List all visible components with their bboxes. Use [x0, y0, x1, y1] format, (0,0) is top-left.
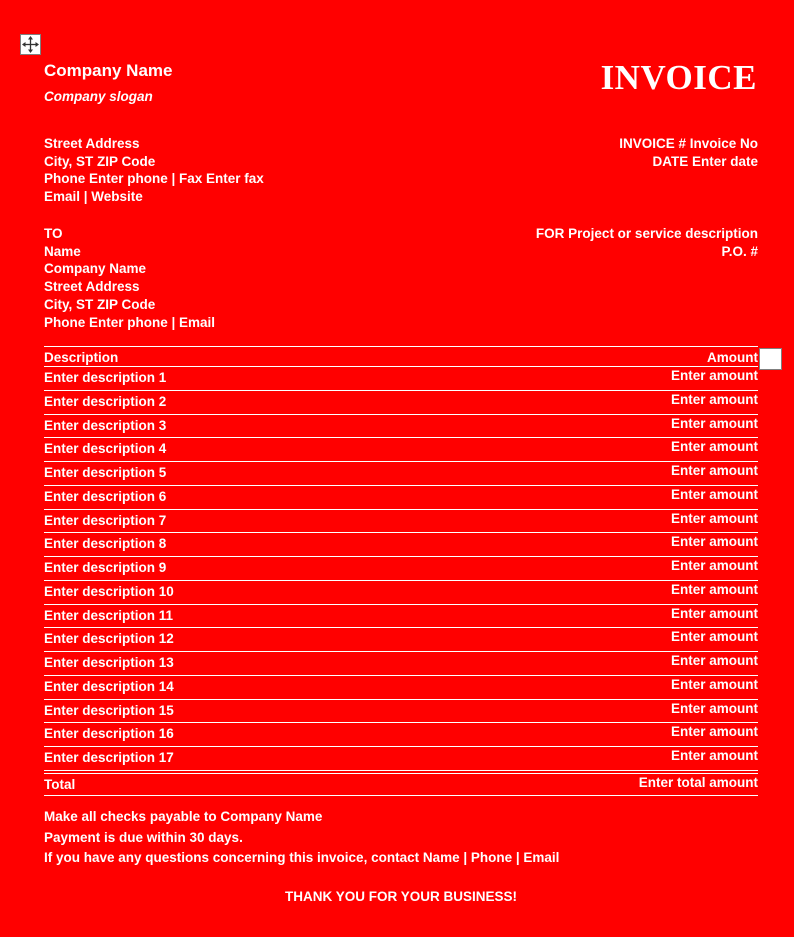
line-items-table: [44, 346, 758, 796]
row-amount[interactable]: Enter amount: [670, 653, 758, 668]
row-amount[interactable]: Enter amount: [670, 463, 758, 478]
table-row: [44, 652, 758, 676]
total-label: Total: [44, 776, 76, 792]
bill-to-phone-email: Phone Enter phone | Email: [44, 314, 216, 330]
row-description[interactable]: Enter description 2: [44, 393, 167, 409]
table-row: [44, 391, 758, 415]
row-amount[interactable]: Enter amount: [670, 439, 758, 455]
table-row: [44, 462, 758, 486]
for-project: FOR Project or service description: [535, 226, 758, 241]
po-number: P.O. #: [721, 243, 758, 259]
row-description[interactable]: Enter description 9: [44, 560, 167, 575]
thank-you-message: THANK YOU FOR YOUR BUSINESS!: [284, 889, 518, 904]
row-description[interactable]: Enter description 5: [44, 465, 167, 480]
table-row: [44, 533, 758, 557]
table-body: [44, 367, 758, 771]
row-amount[interactable]: Enter amount: [670, 534, 758, 550]
row-description[interactable]: Enter description 4: [44, 441, 167, 457]
row-description[interactable]: Enter description 10: [44, 583, 174, 599]
column-select-handle[interactable]: [759, 348, 782, 370]
invoice-date: DATE Enter date: [652, 153, 758, 169]
description-header: Description: [44, 350, 119, 365]
row-amount[interactable]: Enter amount: [670, 510, 758, 526]
checks-payable-note: Make all checks payable to Company Name: [44, 809, 323, 824]
table-row: [44, 676, 758, 700]
company-slogan: Company slogan: [44, 89, 153, 104]
table-row: [44, 415, 758, 439]
table-row: [44, 747, 758, 771]
for-info: [536, 225, 758, 260]
row-description[interactable]: Enter description 11: [44, 607, 174, 623]
row-amount[interactable]: Enter amount: [670, 748, 758, 763]
table-row: [44, 438, 758, 462]
row-description[interactable]: Enter description 14: [44, 678, 174, 694]
bill-to-name: Name: [44, 243, 81, 259]
table-row: [44, 486, 758, 510]
bill-to-street: Street Address: [44, 279, 140, 295]
invoice-number: INVOICE # Invoice No: [619, 136, 758, 151]
payment-due-note: Payment is due within 30 days.: [44, 829, 243, 845]
row-amount[interactable]: Enter amount: [670, 724, 758, 740]
row-amount[interactable]: Enter amount: [670, 486, 758, 502]
table-header: [44, 346, 758, 367]
total-row: [44, 773, 758, 796]
row-description[interactable]: Enter description 8: [44, 536, 167, 552]
sender-phone-fax: Phone Enter phone | Fax Enter fax: [44, 171, 264, 187]
row-description[interactable]: Enter description 7: [44, 512, 167, 528]
sender-address: [44, 135, 264, 206]
bill-to: [44, 225, 215, 331]
row-description[interactable]: Enter description 13: [44, 655, 174, 670]
row-amount[interactable]: Enter amount: [670, 391, 758, 407]
amount-header: Amount: [707, 350, 758, 365]
table-row: [44, 581, 758, 605]
table-row: [44, 510, 758, 534]
payment-notes: [44, 807, 559, 869]
table-row: [44, 628, 758, 652]
sender-street: Street Address: [44, 136, 140, 151]
table-row: [44, 605, 758, 629]
row-description[interactable]: Enter description 12: [44, 631, 174, 647]
sender-city: City, ST ZIP Code: [44, 153, 156, 169]
table-row: [44, 367, 758, 391]
table-row: [44, 557, 758, 581]
row-description[interactable]: Enter description 6: [44, 488, 167, 504]
invoice-meta: [619, 135, 758, 170]
row-amount[interactable]: Enter amount: [670, 700, 758, 716]
move-arrows-icon: [21, 35, 40, 54]
row-description[interactable]: Enter description 16: [44, 726, 174, 742]
table-row: [44, 700, 758, 724]
row-description[interactable]: Enter description 15: [44, 702, 174, 718]
row-amount[interactable]: Enter amount: [670, 629, 758, 645]
row-amount[interactable]: Enter amount: [670, 676, 758, 692]
table-move-handle[interactable]: [20, 34, 41, 55]
table-row: [44, 723, 758, 747]
invoice-title: INVOICE: [600, 58, 757, 97]
row-amount[interactable]: Enter amount: [670, 605, 758, 621]
row-amount[interactable]: Enter amount: [670, 368, 758, 383]
row-amount[interactable]: Enter amount: [670, 581, 758, 597]
company-name: Company Name: [44, 61, 173, 80]
row-description[interactable]: Enter description 1: [44, 370, 167, 385]
total-amount[interactable]: Enter total amount: [638, 774, 758, 790]
bill-to-city: City, ST ZIP Code: [44, 296, 156, 312]
row-amount[interactable]: Enter amount: [670, 558, 758, 573]
bill-to-company: Company Name: [44, 261, 147, 277]
sender-email-website: Email | Website: [44, 189, 143, 205]
row-description[interactable]: Enter description 17: [44, 750, 174, 765]
row-description[interactable]: Enter description 3: [44, 417, 167, 433]
row-amount[interactable]: Enter amount: [670, 415, 758, 431]
bill-to-label: TO: [44, 226, 63, 241]
contact-note: If you have any questions concerning this invoice, contact Name | Phone | Email: [44, 850, 560, 865]
